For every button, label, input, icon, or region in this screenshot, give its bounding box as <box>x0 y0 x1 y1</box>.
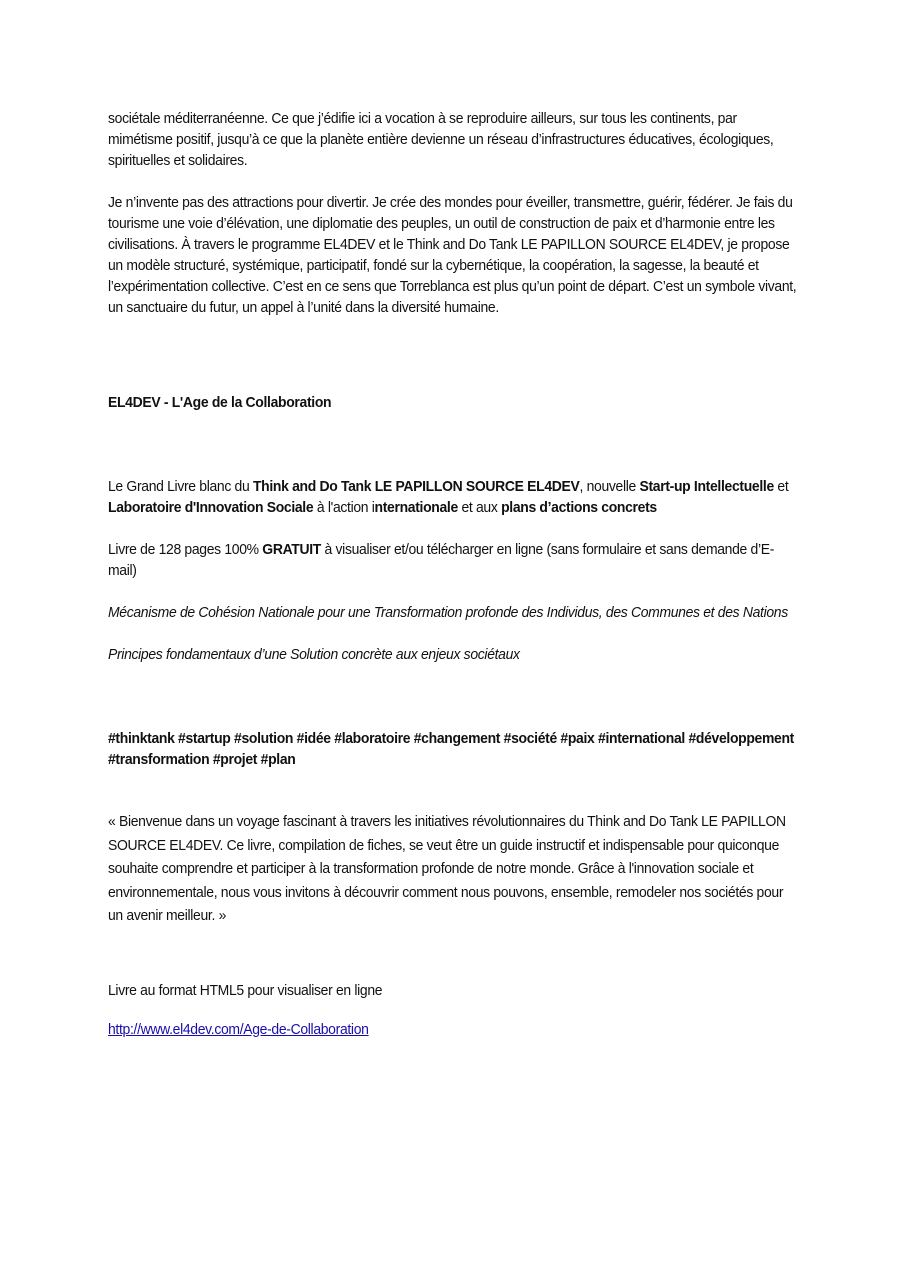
free-book-paragraph <box>108 539 800 581</box>
description-text-5: et aux <box>457 499 502 516</box>
italic-subtitle-1-text: Mécanisme de Cohésion Nationale pour une Transformation profonde des Individus, des Communes et des Nations <box>108 604 788 621</box>
description-bold-3: Laboratoire d'Innovation Sociale <box>108 499 314 516</box>
italic-subtitle-2-text: Principes fondamentaux d’une Solution concrète aux enjeux sociétaux <box>108 646 520 663</box>
intro-paragraph-2: Je n’invente pas des attractions pour divertir. Je crée des mondes pour éveiller, transmettre, guérir, fédérer. Je fais du tourisme une voie d’élévation, une diplomatie des peuples, un outil de construction de paix et d’harmonie entre les civilisations. À travers le programme EL4DEV et le Think and Do Tank LE PAPILLON SOURCE EL4DEV, je propose un modèle structuré, systémique, participatif, fondé sur la cybernétique, la coopération, la sagesse, la beauté et l’expérimentation collective. C’est en ce sens que Torreblanca est plus qu’un point de départ. C’est un symbole vivant, un sanctuaire du futur, un appel à l’unité dans la diversité humaine. <box>108 194 797 316</box>
italic-subtitle-1 <box>108 602 800 623</box>
collaboration-book-link[interactable]: http://www.el4dev.com/Age-de-Collaboration <box>108 1020 369 1038</box>
description-text-3: et <box>773 478 789 495</box>
hashtags-text: #thinktank #startup #solution #idée #laboratoire #changement #société #paix #international #développement #transformation #projet #plan <box>108 730 795 768</box>
quote-paragraph: « Bienvenue dans un voyage fascinant à travers les initiatives révolutionnaires du Think and Do Tank LE PAPILLON SOURCE EL4DEV. Ce livre, compilation de fiches, se veut être un guide instructif et indispensable pour quiconque souhaite comprendre et participer à la transformation profonde de notre monde. Grâce à l'innovation sociale et environnementale, nous vous invitons à découvrir comment nous pouvons, ensemble, remodeler nos sociétés pour un avenir meilleur. » <box>108 813 786 924</box>
description-bold-2: Start-up Intellectuelle <box>639 478 774 495</box>
section-title <box>108 392 800 413</box>
link-paragraph <box>108 1019 800 1040</box>
description-bold-4: nternationale <box>374 499 458 516</box>
html5-label: Livre au format HTML5 pour visualiser en ligne <box>108 981 383 999</box>
description-text-4: à l'action i <box>313 499 375 516</box>
hashtags <box>108 728 800 770</box>
description-text-2: , nouvelle <box>579 478 640 495</box>
description-text-1: Le Grand Livre blanc du <box>108 478 253 495</box>
description-paragraph <box>108 476 800 518</box>
intro-paragraph-1: sociétale méditerranéenne. Ce que j’édifie ici a vocation à se reproduire ailleurs, sur tous les continents, par mimétisme positif, jusqu’à ce que la planète entière devienne un réseau d’infrastructures éducatives, écologiques, spirituelles et solidaires. <box>108 110 774 169</box>
document-page <box>108 108 800 1040</box>
section-title-text: EL4DEV - L'Age de la Collaboration <box>108 394 332 411</box>
description-bold-1: Think and Do Tank LE PAPILLON SOURCE EL4DEV <box>252 478 580 495</box>
italic-subtitle-2 <box>108 644 800 665</box>
free-text-2: à visualiser et/ou télécharger en ligne (sans formulaire et sans demande d’E-mail) <box>108 541 775 579</box>
free-text-1: Livre de 128 pages 100% <box>108 541 263 558</box>
free-bold: GRATUIT <box>262 541 321 558</box>
description-bold-5: plans d’actions concrets <box>501 499 657 516</box>
